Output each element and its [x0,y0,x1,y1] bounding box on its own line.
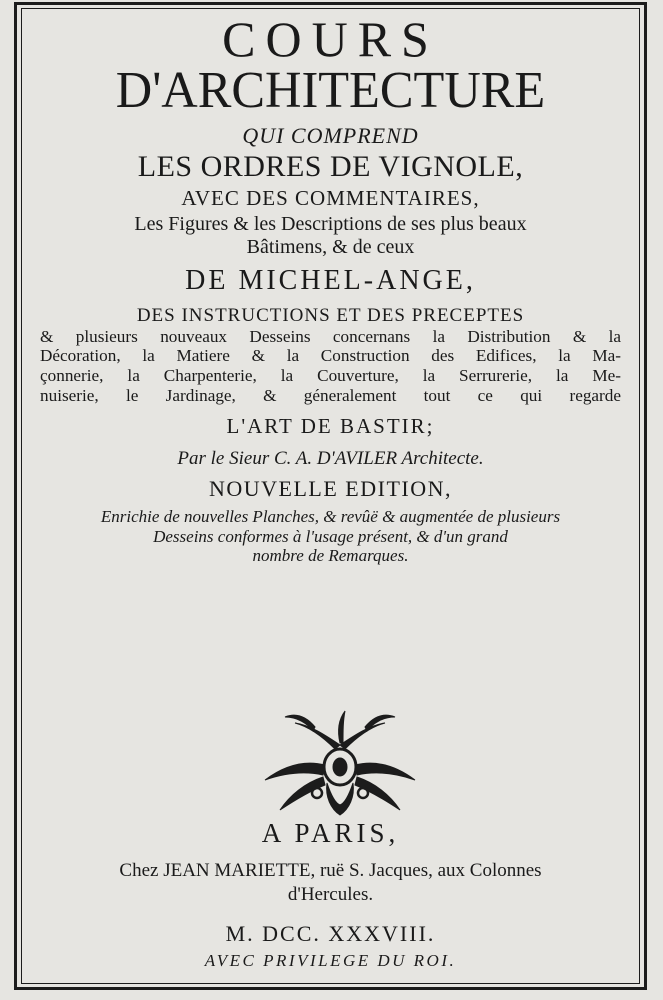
description-paragraph [40,327,621,406]
subtitle-instructions: DES INSTRUCTIONS ET DES PRECEPTES [136,304,525,326]
subtitle-ordres: LES ORDRES DE VIGNOLE, [137,149,524,183]
title-block [24,10,637,566]
imprint-privilege: AVEC PRIVILEGE DU ROI. [204,951,457,970]
description-line: çonnerie, la Charpenterie, la Couverture, la Serrurerie, la Me- [40,366,621,386]
imprint-city: A PARIS, [261,818,400,848]
description-line: nuiserie, le Jardinage, & géneralement tout ce qui regarde [40,385,621,405]
subtitle-batimens: Bâtimens, & de ceux [246,235,415,258]
imprint-year: M. DCC. XXXVIII. [225,921,436,946]
enrichie-line: nombre de Remarques. [252,546,409,566]
floral-vignette-icon [255,705,425,820]
enrichie-paragraph [24,507,637,566]
description-line: & plusieurs nouveaux Desseins concernans la Distribution & la [40,326,621,346]
subtitle-qui-comprend: QUI COMPREND [242,122,419,148]
title-architecture: D'ARCHITECTURE [115,62,546,119]
enrichie-line: Enrichie de nouvelles Planches, & revûë & augmentée de plusieurs [100,506,561,526]
subtitle-commentaires: AVEC DES COMMENTAIRES, [181,186,480,211]
subtitle-michel-ange: DE MICHEL-ANGE, [185,264,476,296]
author-line: Par le Sieur C. A. D'AVILER Architecte. [177,447,484,469]
imprint-publisher-continued: d'Hercules. [287,884,374,905]
title-cours: COURS [222,11,439,67]
enrichie-line: Desseins conformes à l'usage présent, & d'un grand [153,526,508,546]
subtitle-figures: Les Figures & les Descriptions de ses plus beaux [134,212,527,235]
subtitle-art-de-bastir: L'ART DE BASTIR; [226,413,435,438]
edition-line: NOUVELLE EDITION, [209,475,452,501]
description-line: Décoration, la Matiere & la Construction des Edifices, la Ma- [40,346,621,366]
imprint-publisher: Chez JEAN MARIETTE, ruë S. Jacques, aux Colonnes [119,860,542,881]
